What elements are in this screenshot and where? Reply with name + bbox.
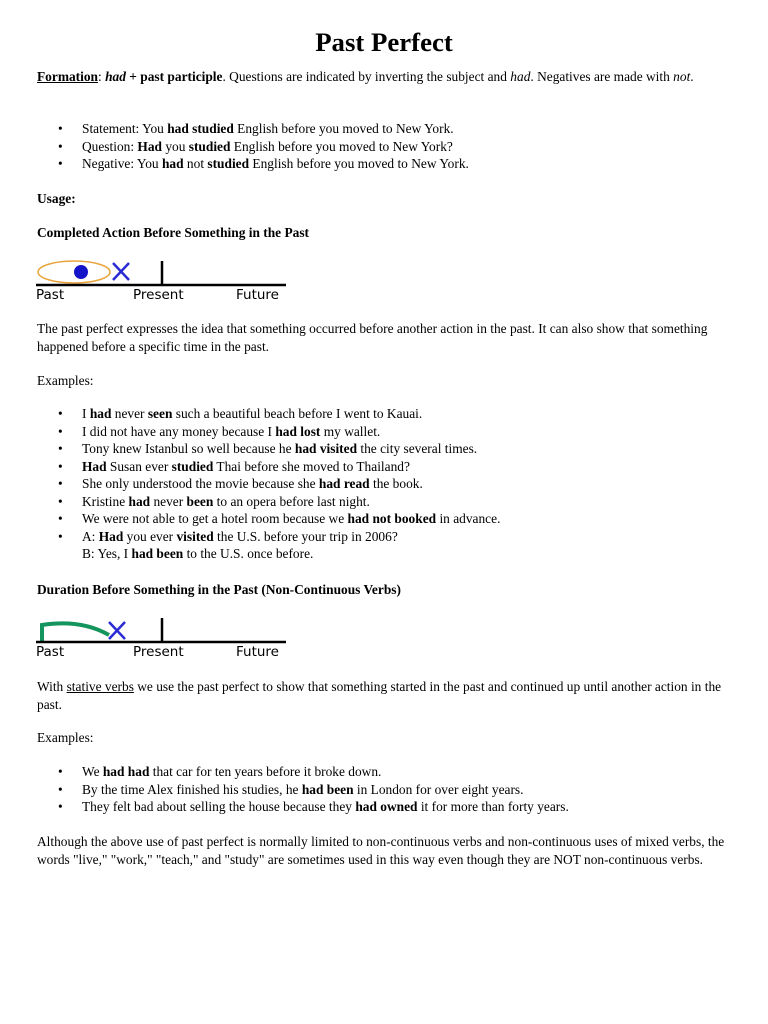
- timeline-diagram-completed: [36, 258, 288, 306]
- section1-examples-list: [37, 405, 731, 563]
- label-past: Past: [36, 644, 65, 660]
- list-item: • Tony knew Istanbul so well because he had visited the city several times.: [37, 440, 731, 458]
- list-item: • They felt bad about selling the house because they had owned it for more than forty years.: [37, 798, 731, 816]
- form-question: • Question: Had you studied English before you moved to New York?: [37, 138, 731, 156]
- label-future: Future: [236, 287, 279, 303]
- past-event-x-icon: [113, 263, 129, 280]
- list-item: • I did not have any money because I had lost my wallet.: [37, 423, 731, 441]
- duration-arc: [42, 623, 109, 641]
- label-present: Present: [133, 644, 184, 660]
- page-title: Past Perfect: [315, 27, 453, 57]
- list-item: • I had never seen such a beautiful beach before I went to Kauai.: [37, 405, 731, 423]
- list-item: • She only understood the movie because she had read the book.: [37, 475, 731, 493]
- label-past: Past: [36, 287, 65, 303]
- timeline-graphic: [36, 615, 288, 645]
- section1-examples-label: Examples:: [37, 373, 94, 388]
- formation-paragraph: Formation: had + past participle. Questions are indicated by inverting the subject and had. Negatives are made with not.: [37, 69, 694, 84]
- usage-label: Usage:: [37, 191, 76, 206]
- list-item: • Kristine had never been to an opera before last night.: [37, 493, 731, 511]
- section2-heading: Duration Before Something in the Past (Non-Continuous Verbs): [37, 582, 401, 597]
- list-item: • We had had that car for ten years before it broke down.: [37, 763, 731, 781]
- section1-heading: Completed Action Before Something in the Past: [37, 225, 310, 240]
- list-item: • We were not able to get a hotel room because we had not booked in advance.: [37, 510, 731, 528]
- forms-list: [37, 120, 731, 173]
- timeline-graphic: [36, 258, 288, 288]
- list-item: • By the time Alex finished his studies, he had been in London for over eight years.: [37, 781, 731, 799]
- formation-label: Formation: [37, 69, 98, 84]
- stative-verbs-link[interactable]: stative verbs: [66, 679, 134, 694]
- timeline-diagram-duration: [36, 615, 288, 663]
- label-future: Future: [236, 644, 279, 660]
- closing-note: Although the above use of past perfect is normally limited to non-continuous verbs and non-continuous uses of mixed verbs, the words "live," "work," "teach," and "study" are sometimes used in this way even though they are NOT non-continuous verbs.: [37, 834, 725, 867]
- action-dot: [74, 265, 88, 279]
- list-item: • A: Had you ever visited the U.S. before your trip in 2006? B: Yes, I had been to the U.S. once before.: [37, 528, 731, 563]
- section1-description: The past perfect expresses the idea that something occurred before another action in the past. It can also show that something happened before a specific time in the past.: [37, 321, 708, 354]
- section2-examples-label: Examples:: [37, 730, 94, 745]
- section2-description: With stative verbs we use the past perfect to show that something started in the past and continued up until another action in the past.: [37, 679, 722, 712]
- form-negative: • Negative: You had not studied English before you moved to New York.: [37, 155, 731, 173]
- list-item: • Had Susan ever studied Thai before she moved to Thailand?: [37, 458, 731, 476]
- past-event-x-icon: [109, 622, 125, 639]
- form-statement: • Statement: You had studied English before you moved to New York.: [37, 120, 731, 138]
- label-present: Present: [133, 287, 184, 303]
- section2-examples-list: [37, 763, 731, 816]
